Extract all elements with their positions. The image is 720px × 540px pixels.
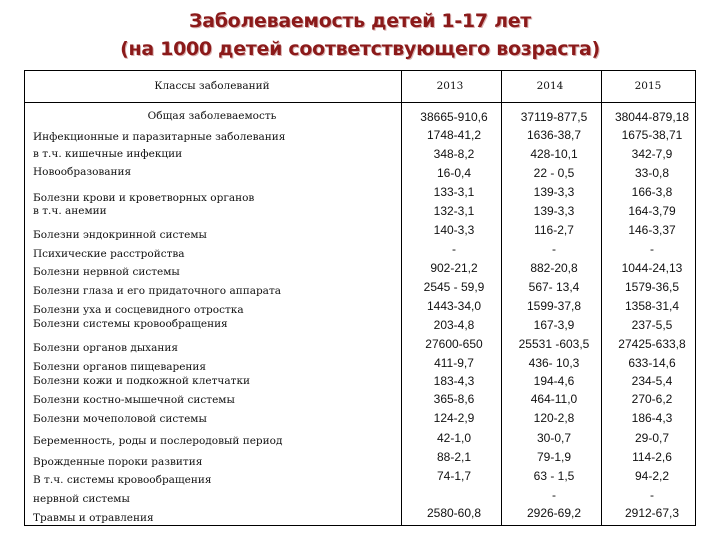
value-2014: 63 - 1,5: [533, 469, 575, 483]
value-2014: 139-3,3: [533, 185, 575, 199]
header-2013: 2013: [436, 80, 464, 92]
value-2013: 1443-34,0: [426, 299, 482, 313]
value-2015: 186-4,3: [631, 411, 673, 425]
row-label: Болезни кожи и подкожной клетчатки: [33, 375, 251, 387]
value-2014: 436- 10,3: [528, 356, 580, 370]
value-2015: 633-14,6: [628, 356, 676, 370]
value-2014: 79-1,9: [536, 450, 572, 464]
value-2014: 194-4,6: [533, 374, 575, 388]
row-label: Травмы и отравления: [33, 512, 154, 524]
value-2015: 164-3,79: [628, 204, 676, 218]
value-2015: 27425-633,8: [618, 337, 686, 351]
value-2013: 1748-41,2: [426, 128, 482, 142]
value-2015: 270-6,2: [631, 392, 673, 406]
value-2015: 114-2,6: [632, 450, 672, 464]
row-label: Инфекционные и паразитарные заболевания: [33, 131, 286, 143]
row-label: в т.ч. кишечные инфекции: [33, 148, 183, 160]
value-2014: 167-3,9: [533, 318, 575, 332]
row-label: Болезни мочеполовой системы: [33, 413, 207, 425]
column-divider: [401, 71, 402, 525]
page-title: Заболеваемость детей 1-17 лет: [189, 10, 531, 32]
value-2014: 1636-38,7: [526, 128, 582, 142]
value-2014: 882-20,8: [530, 261, 578, 275]
value-2015: 94-2,2: [634, 469, 670, 483]
value-2015: 166-3,8: [631, 185, 673, 199]
value-2013: 203-4,8: [433, 318, 475, 332]
value-2015: 33-0,8: [634, 166, 670, 180]
row-label: Болезни крови и кроветворных органов: [33, 192, 255, 204]
value-2015: 1044-24,13: [621, 261, 683, 275]
value-2013: 365-8,6: [433, 392, 475, 406]
value-2013: 16-0,4: [436, 166, 472, 180]
value-2015: 146-3,37: [628, 223, 676, 237]
row-label: Болезни системы кровообращения: [33, 318, 228, 330]
value-2015: -: [650, 242, 654, 256]
value-2015: 2912-67,3: [624, 506, 680, 520]
value-2013: 411-9,7: [434, 356, 474, 370]
header-classes: Классы заболеваний: [154, 80, 270, 92]
value-2015: 234-5,4: [631, 374, 673, 388]
row-label: Болезни глаза и его придаточного аппарата: [33, 285, 282, 297]
value-2013: 2545 - 59,9: [423, 280, 485, 294]
value-2014: -: [552, 488, 556, 502]
value-2013: 140-3,3: [433, 223, 475, 237]
row-label: Беременность, роды и послеродовый период: [33, 435, 283, 447]
value-2014: 428-10,1: [530, 147, 578, 161]
value-2014: 30-0,7: [536, 431, 572, 445]
value-2015: 38044-879,18: [614, 110, 690, 124]
value-2013: 74-1,7: [436, 469, 472, 483]
value-2013: 132-3,1: [433, 204, 475, 218]
value-2014: 139-3,3: [533, 204, 575, 218]
value-2013: 133-3,1: [433, 185, 475, 199]
value-2014: 116-2,7: [534, 223, 574, 237]
value-2015: -: [650, 488, 654, 502]
row-label: В т.ч. системы кровообращения: [33, 474, 212, 486]
row-label: нервной системы: [33, 493, 130, 505]
value-2014: 120-2,8: [533, 411, 575, 425]
row-label: Врожденные пороки развития: [33, 456, 203, 468]
value-2014: -: [552, 242, 556, 256]
row-label: Болезни органов дыхания: [33, 342, 178, 354]
row-label: Психические расстройства: [33, 248, 185, 260]
value-2014: 37119-877,5: [520, 110, 588, 124]
value-2013: 902-21,2: [430, 261, 478, 275]
value-2013: -: [452, 242, 456, 256]
value-2015: 237-5,5: [631, 318, 673, 332]
value-2013: 27600-650: [425, 337, 483, 351]
value-2014: 22 - 0,5: [533, 166, 575, 180]
value-2013: 38665-910,6: [420, 110, 488, 124]
value-2015: 342-7,9: [631, 147, 673, 161]
page-subtitle: (на 1000 детей соответствующего возраста): [120, 38, 600, 60]
value-2015: 1579-36,5: [624, 280, 680, 294]
value-2014: 464-11,0: [530, 392, 578, 406]
header-divider: [25, 102, 695, 103]
general-morbidity-label: Общая заболеваемость: [147, 110, 277, 122]
value-2014: 25531 -603,5: [518, 337, 590, 351]
value-2015: 1675-38,71: [621, 128, 683, 142]
value-2013: 183-4,3: [433, 374, 475, 388]
value-2014: 1599-37,8: [526, 299, 582, 313]
value-2013: 124-2,9: [433, 411, 475, 425]
value-2015: 1358-31,4: [624, 299, 680, 313]
value-2013: 2580-60,8: [426, 506, 482, 520]
row-label: Болезни уха и сосцевидного отростка: [33, 304, 244, 316]
row-label: Болезни костно-мышечной системы: [33, 394, 235, 406]
row-label: Новообразования: [33, 166, 132, 178]
row-label: Болезни нервной системы: [33, 266, 180, 278]
header-2015: 2015: [634, 80, 662, 92]
header-2014: 2014: [536, 80, 564, 92]
value-2014: 2926-69,2: [526, 506, 582, 520]
row-label: в т.ч. анемии: [33, 205, 107, 217]
row-label: Болезни органов пищеварения: [33, 361, 207, 373]
value-2013: 348-8,2: [433, 147, 475, 161]
value-2013: 88-2,1: [436, 450, 472, 464]
value-2014: 567- 13,4: [528, 280, 580, 294]
value-2013: 42-1,0: [436, 431, 472, 445]
row-label: Болезни эндокринной системы: [33, 229, 207, 241]
value-2015: 29-0,7: [634, 431, 670, 445]
